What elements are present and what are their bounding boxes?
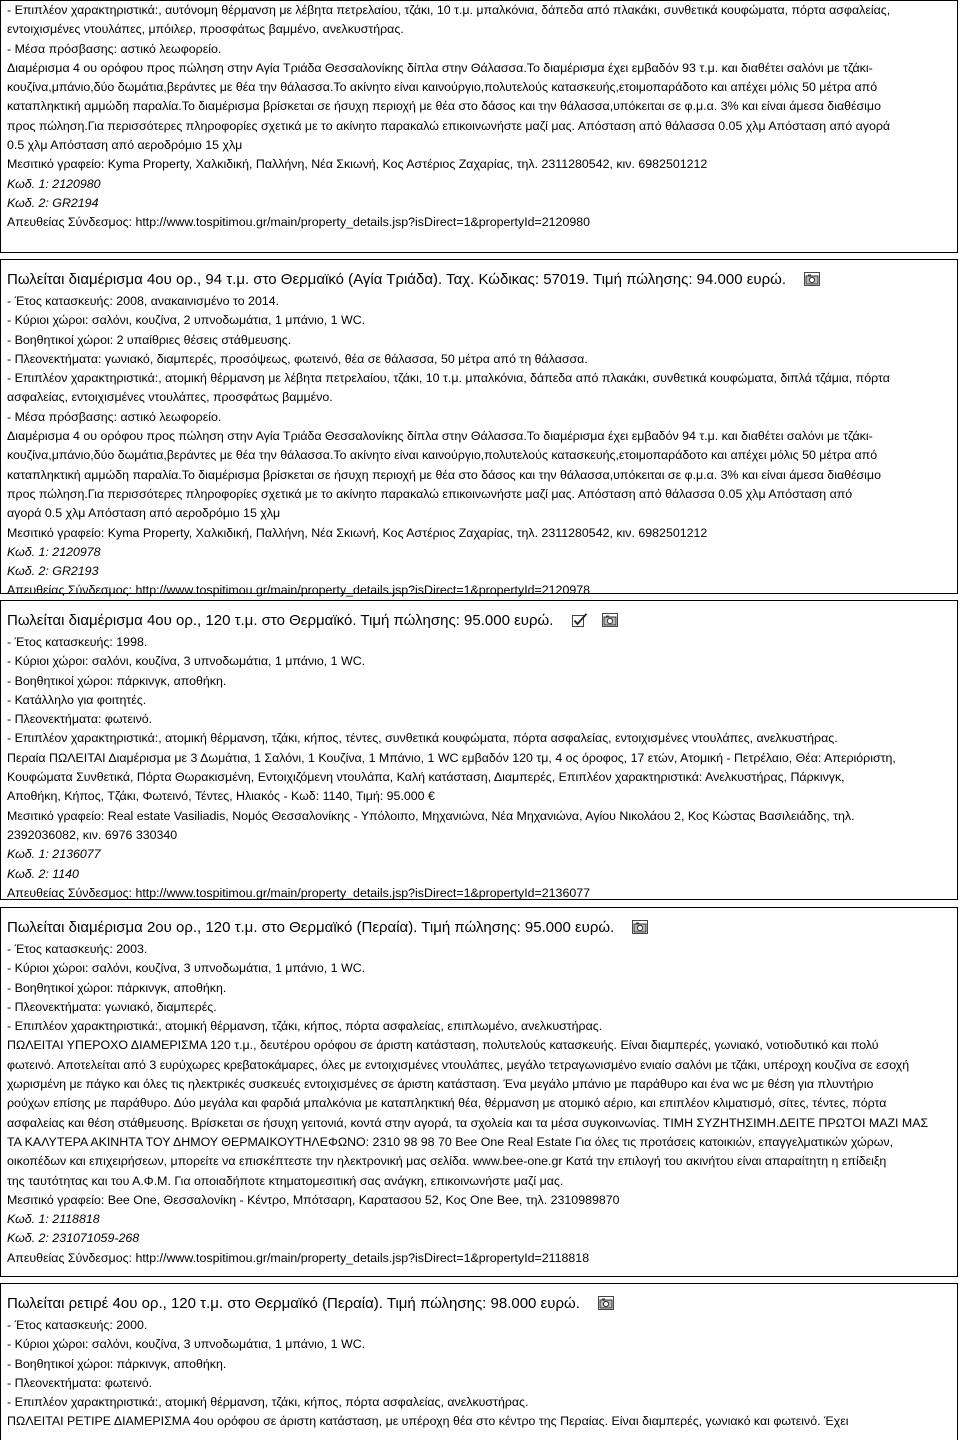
text-line: χωρισμένη με πάγκο και όλες τις ηλεκτρικές συσκευές εντοιχισμένες σε άριστη κατάσταση. Ένα μεγάλο μπάνιο με παράθυρο και ένα wc με θέση για πλυντήριο: [7, 1077, 874, 1092]
text-line: οικοπέδων και επιχειρήσεων, μπορείτε να επισκέπτεστε την ηλεκτρονική μας σελίδα. www.bee-one.gr Κατά την επιλογή του ακινήτου είναι απαραίτητη η επίδειξη: [7, 1154, 887, 1169]
direct-link[interactable]: Απευθείας Σύνδεσμος: http://www.tospitimou.gr/main/property_details.jsp?isDirect=1&propertyId=2120978: [7, 583, 591, 598]
text-line: Μεσιτικό γραφείο: Real estate Vasiliadis, Νομός Θεσσαλονίκης - Υπόλοιπο, Μηχανιώνα, Νέα Μηχανιώνα, Αγίου Νικολάου 2, Κος Κώστας Βασιλειάδης, τηλ.: [7, 808, 855, 823]
text-line: - Κύριοι χώροι: σαλόνι, κουζίνα, 3 υπνοδωμάτια, 1 μπάνιο, 1 WC.: [7, 654, 366, 669]
text-line: προς πώληση.Για περισσότερες πληροφορίες σχετικά με το ακίνητο παρακαλώ επικοινωνήστε μαζί μας. Απόσταση από θάλασσα 0.05 χλμ Απόσταση από αγορά: [7, 118, 891, 133]
text-line: - Επιπλέον χαρακτηριστικά:, ατομική θέρμανση με λέβητα πετρελαίου, τζάκι, 10 τ.μ. μπαλκόνια, δάπεδα από πλακάκι, συνθετικά κουφώματα, διπλά τζάμια, πόρτα: [7, 371, 890, 386]
text-line: - Επιπλέον χαρακτηριστικά:, αυτόνομη θέρμανση με λέβητα πετρελαίου, τζάκι, 10 τ.μ. μπαλκόνια, δάπεδα από πλακάκι, συνθετικά κουφώματα, πόρτα ασφαλείας,: [7, 3, 891, 17]
listing-card: [0, 907, 958, 1277]
text-line: 2392036082, κιν. 6976 330340: [7, 827, 178, 842]
text-line: - Πλεονεκτήματα: γωνιακό, διαμπερές, προσόψεως, φωτεινό, θέα σε θάλασσα, 50 μέτρα από τη θάλασσα.: [7, 351, 588, 366]
code-1: Κωδ. 1: 2118818: [7, 1212, 100, 1227]
text-line: Διαμέρισμα 4 ου ορόφου προς πώληση στην Αγία Τριάδα Θεσσαλονίκης δίπλα στην Θάλασσα.Το διαμέρισμα έχει εμβαδόν 93 τ.μ. και διαθέτει σαλόνι με τζάκι-: [7, 60, 873, 75]
text-line: Διαμέρισμα 4 ου ορόφου προς πώληση στην Αγία Τριάδα Θεσσαλονίκης δίπλα στην Θάλασσα.Το διαμέρισμα έχει εμβαδόν 94 τ.μ. και διαθέτει σαλόνι με τζάκι-: [7, 429, 873, 444]
text-line: ΠΩΛΕΙΤΑΙ ΥΠΕΡΟΧΟ ΔΙΑΜΕΡΙΣΜΑ 120 τ.μ., δευτέρου ορόφου σε άριστη κατάσταση, πολυτελούς κατασκευής. Είναι διαμπερές, γωνιακό, νοτιοδυτικό και πολύ: [7, 1038, 879, 1053]
text-line: - Κύριοι χώροι: σαλόνι, κουζίνα, 3 υπνοδωμάτια, 1 μπάνιο, 1 WC.: [7, 1337, 366, 1352]
text-line: - Έτος κατασκευής: 2000.: [7, 1318, 148, 1332]
text-line: Περαία ΠΩΛΕΙΤΑΙ Διαμέρισμα με 3 Δωμάτια, 1 Σαλόνι, 1 Κουζίνα, 1 Μπάνιο, 1 WC εμβαδόν 120 τμ, 4 ος όροφος, 17 ετών, Ατομική - Πετρέλαιο, Θέα: Απεριόριστη,: [7, 750, 896, 765]
text-line: ασφαλείας, εντοιχισμένες ντουλάπες, προσφάτως βαμμένο.: [7, 390, 333, 405]
text-line: φωτεινό. Αποτελείται από 3 ευρύχωρες κρεβατοκάμαρες, όλες με εντοιχισμένες ντουλάπες, μεγάλο τετραγωνισμένο ενιαίο σαλόνι με τζάκι, υπέροχη κουζίνα σε εσοχή: [7, 1057, 910, 1072]
listing-title-text: Πωλείται διαμέρισμα 4ου ορ., 120 τ.μ. στο Θερμαϊκό. Τιμή πώλησης: 95.000 ευρώ.: [7, 612, 554, 629]
text-line: - Κατάλληλο για φοιτητές.: [7, 692, 147, 707]
direct-link[interactable]: Απευθείας Σύνδεσμος: http://www.tospitimou.gr/main/property_details.jsp?isDirect=1&propertyId=2136077: [7, 885, 591, 900]
code-2: Κωδ. 2: GR2193: [7, 564, 99, 579]
code-2: Κωδ. 2: GR2194: [7, 195, 99, 210]
text-line: καταπληκτική αμμώδη παραλία.Το διαμέρισμα βρίσκεται σε ήσυχη περιοχή με θέα στο δάσος και την θάλασσα,υπόκειται σε φ.μ.α. 3% και είναι άμεσα διαθέσιμο: [7, 467, 881, 482]
text-line: προς πώληση.Για περισσότερες πληροφορίες σχετικά με το ακίνητο παρακαλώ επικοινωνήστε μαζί μας. Απόσταση από θάλασσα 0.05 χλμ Απόσταση από: [7, 486, 853, 501]
listing-title: [7, 1293, 952, 1314]
text-line: - Πλεονεκτήματα: φωτεινό.: [7, 712, 153, 727]
text-line: - Κύριοι χώροι: σαλόνι, κουζίνα, 2 υπνοδωμάτια, 1 μπάνιο, 1 WC.: [7, 313, 366, 328]
text-line: ασφαλείας και θέση στάθμευσης. Βρίσκεται σε ήσυχη γειτονιά, κοντά στην αγορά, τα σχολεία και τα μέσα συγκοινωνίας. ΤΙΜΗ ΣΥΖΗΤΗΣΙΜΗ.ΔΕΙΤΕ ΠΡΩΤΟΙ ΜΑΖΙ ΜΑΣ: [7, 1115, 929, 1130]
listing-card: [0, 259, 958, 598]
text-line: - Πλεονεκτήματα: φωτεινό.: [7, 1375, 153, 1390]
text-line: - Βοηθητικοί χώροι: πάρκινγκ, αποθήκη.: [7, 1356, 227, 1371]
text-line: Μεσιτικό γραφείο: Kyma Property, Χαλκιδική, Παλλήνη, Νέα Σκιωνή, Κος Αστέριος Ζαχαρίας, τηλ. 2311280542, κιν. 6982501212: [7, 157, 708, 172]
listing-card: [0, 600, 958, 900]
text-line: κουζίνα,μπάνιο,δύο δωμάτια,βεράντες με θέα την θάλασσα.Το ακίνητο είναι καινούργιο,πολυτελούς κατασκευής,ετοιμοπαράδοτο και απέχει μόλις 50 μέτρα από: [7, 448, 878, 463]
text-line: - Βοηθητικοί χώροι: πάρκινγκ, αποθήκη.: [7, 673, 227, 688]
text-line: - Επιπλέον χαρακτηριστικά:, ατομική θέρμανση, τζάκι, κήπος, πόρτα ασφαλείας, ανελκυστήρας.: [7, 1395, 529, 1410]
code-1: Κωδ. 1: 2120978: [7, 544, 101, 559]
listing-title: [7, 917, 952, 938]
text-line: - Μέσα πρόσβασης: αστικό λεωφορείο.: [7, 409, 222, 424]
text-line: - Βοηθητικοί χώροι: 2 υπαίθριες θέσεις στάθμευσης.: [7, 332, 292, 347]
text-line: - Πλεονεκτήματα: γωνιακό, διαμπερές.: [7, 999, 217, 1014]
text-line: Μεσιτικό γραφείο: Kyma Property, Χαλκιδική, Παλλήνη, Νέα Σκιωνή, Κος Αστέριος Ζαχαρίας, τηλ. 2311280542, κιν. 6982501212: [7, 525, 708, 540]
listing-title-text: Πωλείται ρετιρέ 4ου ορ., 120 τ.μ. στο Θερμαϊκό (Περαία). Τιμή πώλησης: 98.000 ευρώ.: [7, 1295, 580, 1312]
listing-continuation: [0, 0, 958, 253]
text-line: κουζίνα,μπάνιο,δύο δωμάτια,βεράντες με θέα την θάλασσα.Το ακίνητο είναι καινούργιο,πολυτελούς κατασκευής,ετοιμοπαράδοτο και απέχει μόλις 50 μέτρα από: [7, 80, 878, 95]
text-line: - Έτος κατασκευής: 2003.: [7, 942, 148, 956]
listing-title: [7, 269, 952, 290]
camera-icon[interactable]: [804, 272, 820, 286]
text-line: 0.5 χλμ Απόσταση από αεροδρόμιο 15 χλμ: [7, 138, 243, 153]
text-line: Αποθήκη, Κήπος, Τζάκι, Φωτεινό, Τέντες, Ηλιακός - Κωδ: 1140, Τιμή: 95.000 €: [7, 789, 435, 804]
text-line: Κουφώματα Συνθετικά, Πόρτα Θωρακισμένη, Εντοιχιζόμενη ντουλάπα, Καλή κατάσταση, Διαμπερές, Επιπλέον χαρακτηριστικά: Ανελκυστήρας, Πάρκινγκ,: [7, 770, 845, 785]
listing-card: [0, 1283, 958, 1440]
text-line: - Επιπλέον χαρακτηριστικά:, ατομική θέρμανση, τζάκι, κήπος, πόρτα ασφαλείας, επιπλωμένο, ανελκυστήρας.: [7, 1019, 603, 1034]
text-line: ΠΩΛΕΙΤΑΙ ΡΕΤΙΡΕ ΔΙΑΜΕΡΙΣΜΑ 4ου ορόφου σε άριστη κατάσταση, με υπέροχη θέα στο κέντρο της Περαίας. Είναι διαμπερές, γωνιακό και φωτεινό. Έχει: [7, 1414, 849, 1429]
listing-title-text: Πωλείται διαμέρισμα 2ου ορ., 120 τ.μ. στο Θερμαϊκό (Περαία). Τιμή πώλησης: 95.000 ευρώ.: [7, 919, 615, 936]
text-line: της ταυτότητας και του Α.Φ.Μ. Για οποιαδήποτε κτηματομεσιτική σας ανάγκη, επικοινωνήστε μαζί μας.: [7, 1173, 564, 1188]
text-line: καταπληκτική αμμώδη παραλία.Το διαμέρισμα βρίσκεται σε ήσυχη περιοχή με θέα στο δάσος και την θάλασσα,υπόκειται σε φ.μ.α. 3% και είναι άμεσα διαθέσιμο: [7, 99, 881, 114]
camera-icon[interactable]: [598, 1296, 614, 1310]
direct-link[interactable]: Απευθείας Σύνδεσμος: http://www.tospitimou.gr/main/property_details.jsp?isDirect=1&propertyId=2120980: [7, 215, 591, 230]
camera-icon[interactable]: [632, 920, 648, 934]
text-line: ΤΑ ΚΑΛΥΤΕΡΑ ΑΚΙΝΗΤΑ ΤΟΥ ΔΗΜΟΥ ΘΕΡΜΑΙΚΟΥΤΗΛΕΦΩΝΟ: 2310 98 98 70 Bee One Real Estate Για όλες τις προτάσεις κατοικιών, επαγγελματικών χώρων,: [7, 1134, 894, 1149]
checkbox-icon[interactable]: [572, 613, 588, 627]
text-line: - Μέσα πρόσβασης: αστικό λεωφορείο.: [7, 41, 222, 56]
text-line: - Έτος κατασκευής: 1998.: [7, 635, 148, 649]
listing-title: [7, 610, 952, 631]
text-line: - Επιπλέον χαρακτηριστικά:, ατομική θέρμανση, τζάκι, κήπος, τέντες, συνθετικά κουφώματα, πόρτα ασφαλείας, εντοιχισμένες ντουλάπες, ανελκυστήρας.: [7, 731, 838, 746]
code-1: Κωδ. 1: 2136077: [7, 847, 101, 862]
code-1: Κωδ. 1: 2120980: [7, 176, 101, 191]
code-2: Κωδ. 2: 231071059-268: [7, 1231, 140, 1246]
text-line: αγορά 0.5 χλμ Απόσταση από αεροδρόμιο 15 χλμ: [7, 506, 281, 521]
text-line: - Έτος κατασκευής: 2008, ανακαινισμένο το 2014.: [7, 294, 280, 308]
text-line: ρούχων επίσης με παράθυρο. Δύο μεγάλα και φαρδιά μπαλκόνια με καταπληκτική θέα, θέρμανση με ατομικό αέριο, και επιπλέον κλιματισμό, σίτες, τέντες, πόρτα: [7, 1096, 887, 1111]
text-line: - Βοηθητικοί χώροι: πάρκινγκ, αποθήκη.: [7, 980, 227, 995]
camera-icon[interactable]: [602, 613, 618, 627]
text-line: - Κύριοι χώροι: σαλόνι, κουζίνα, 3 υπνοδωμάτια, 1 μπάνιο, 1 WC.: [7, 961, 366, 976]
text-line: Μεσιτικό γραφείο: Bee One, Θεσσαλονίκη - Κέντρο, Μπότσαρη, Καρατασου 52, Κος One Bee, τηλ. 2310989870: [7, 1192, 620, 1207]
direct-link[interactable]: Απευθείας Σύνδεσμος: http://www.tospitimou.gr/main/property_details.jsp?isDirect=1&propertyId=2118818: [7, 1250, 590, 1265]
text-line: εντοιχισμένες ντουλάπες, μπόιλερ, προσφάτως βαμμένο, ανελκυστήρας.: [7, 22, 404, 37]
code-2: Κωδ. 2: 1140: [7, 866, 79, 881]
listing-title-text: Πωλείται διαμέρισμα 4ου ορ., 94 τ.μ. στο Θερμαϊκό (Αγία Τριάδα). Ταχ. Κώδικας: 57019. Τιμή πώλησης: 94.000 ευρώ.: [7, 271, 787, 288]
